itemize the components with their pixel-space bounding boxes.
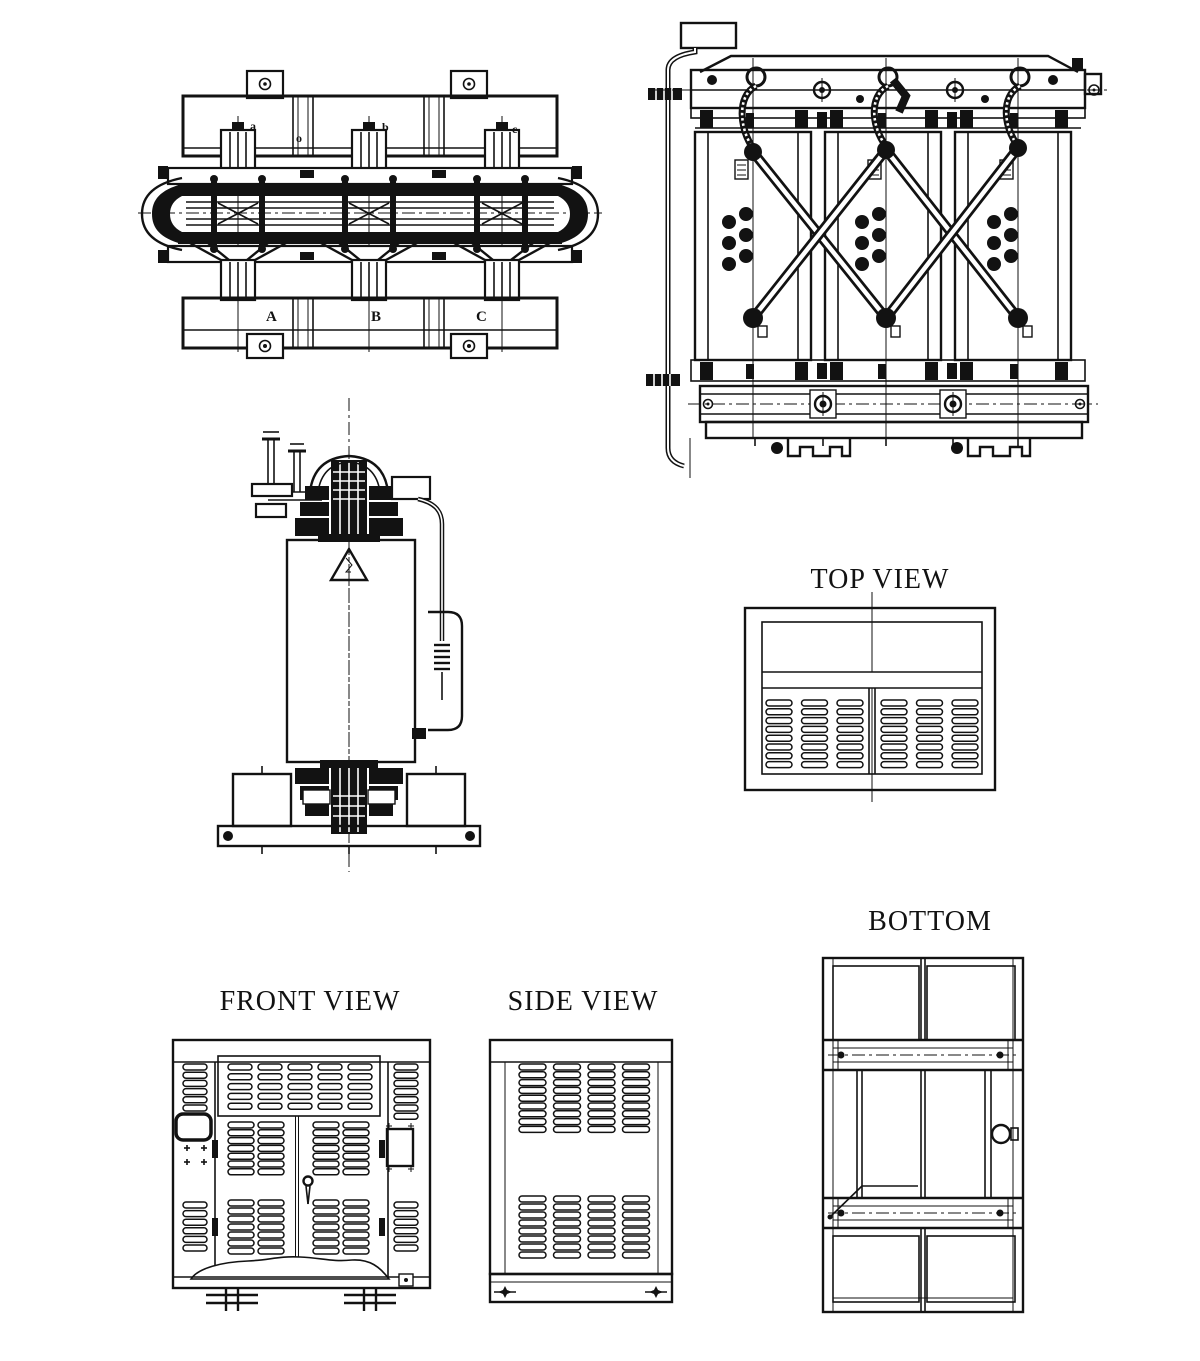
louver-slot	[623, 1204, 650, 1210]
louver-grid-right-stile-upper	[394, 1064, 418, 1119]
louver-slot	[623, 1228, 650, 1234]
louver-slot	[554, 1244, 581, 1250]
louver-slot	[343, 1232, 369, 1238]
louver-slot	[258, 1103, 282, 1109]
louver-slot	[258, 1208, 284, 1214]
louver-slot	[917, 709, 943, 715]
louver-slot	[881, 735, 907, 741]
louver-slot	[313, 1130, 339, 1136]
louver-slot	[519, 1126, 546, 1132]
plan-hv-bushings	[221, 122, 519, 170]
louver-slot	[519, 1087, 546, 1093]
louver-slot	[258, 1093, 282, 1099]
bottom-crossrail-lower	[823, 1198, 1023, 1228]
louver-grid-left-door-lower	[228, 1200, 284, 1254]
louver-slot	[917, 744, 943, 750]
louver-slot	[228, 1216, 254, 1222]
lv-bushing-stack	[295, 760, 403, 834]
transformer-front-elevation	[646, 23, 1108, 478]
louver-slot	[183, 1236, 207, 1242]
louver-slot	[802, 744, 828, 750]
louver-slot	[623, 1072, 650, 1078]
louver-slot	[623, 1212, 650, 1218]
louver-slot	[258, 1138, 284, 1144]
indicator-marks	[184, 1145, 207, 1165]
louver-slot	[183, 1097, 207, 1103]
louver-slot	[952, 726, 978, 732]
base-bolt-left	[494, 1286, 516, 1298]
louver-slot	[588, 1220, 615, 1226]
louver-slot	[258, 1074, 282, 1080]
louver-slot	[394, 1080, 418, 1086]
key-lock-icon	[304, 1177, 313, 1205]
louver-slot	[766, 744, 792, 750]
louver-slot	[837, 726, 863, 732]
louver-slot	[519, 1119, 546, 1125]
louver-slot	[623, 1252, 650, 1258]
louver-slot	[313, 1122, 339, 1128]
louver-slot	[343, 1138, 369, 1144]
door-handle-icon	[992, 1125, 1018, 1143]
louver-slot	[881, 700, 907, 706]
louver-slot	[519, 1220, 546, 1226]
louver-slot	[588, 1236, 615, 1242]
louver-slot	[554, 1111, 581, 1117]
louver-slot	[258, 1084, 282, 1090]
louver-slot	[588, 1228, 615, 1234]
louver-slot	[588, 1212, 615, 1218]
louver-slot	[258, 1232, 284, 1238]
transformer-side-elevation	[218, 398, 480, 872]
louver-slot	[228, 1224, 254, 1230]
louver-slot	[917, 735, 943, 741]
louver-slot	[588, 1080, 615, 1086]
louver-slot	[554, 1072, 581, 1078]
control-display	[176, 1114, 211, 1140]
base-bolt-right	[645, 1286, 667, 1298]
louver-slot	[588, 1119, 615, 1125]
louver-slot	[348, 1084, 372, 1090]
louver-slot	[258, 1122, 284, 1128]
louver-slot	[288, 1103, 312, 1109]
louver-slot	[394, 1236, 418, 1242]
louver-slot	[623, 1064, 650, 1070]
plan-lv-bushings	[221, 260, 519, 300]
louver-slot	[917, 718, 943, 724]
louver-slot	[228, 1064, 252, 1070]
louver-slot	[313, 1153, 339, 1159]
louver-slot	[394, 1202, 418, 1208]
louver-slot	[554, 1080, 581, 1086]
louver-slot	[288, 1093, 312, 1099]
louver-slot	[588, 1204, 615, 1210]
louver-slot	[228, 1122, 254, 1128]
louver-slot	[258, 1130, 284, 1136]
louver-slot	[343, 1122, 369, 1128]
louver-slot	[394, 1089, 418, 1095]
louver-slot	[519, 1080, 546, 1086]
lv-terminal-label-C: C	[476, 309, 487, 325]
louver-slot	[394, 1097, 418, 1103]
bottom-crossrail-upper	[823, 1040, 1023, 1070]
louver-slot	[554, 1196, 581, 1202]
louver-slot	[554, 1212, 581, 1218]
louver-slot	[554, 1095, 581, 1101]
louver-slot	[881, 762, 907, 768]
enclosure-top-view	[745, 564, 995, 802]
louver-slot	[318, 1084, 342, 1090]
louver-slot	[228, 1232, 254, 1238]
louver-grid-right-door-lower	[313, 1200, 369, 1254]
louver-slot	[228, 1208, 254, 1214]
louver-slot	[766, 762, 792, 768]
louver-slot	[258, 1145, 284, 1151]
cable-entry-cover	[191, 1257, 389, 1279]
louver-slot	[802, 718, 828, 724]
louver-slot	[313, 1208, 339, 1214]
louver-slot	[554, 1119, 581, 1125]
louver-slot	[588, 1095, 615, 1101]
louver-slot	[183, 1228, 207, 1234]
enclosure-side-view	[490, 986, 672, 1302]
louver-slot	[554, 1103, 581, 1109]
louver-slot	[318, 1103, 342, 1109]
louver-slot	[183, 1245, 207, 1251]
louver-slot	[519, 1212, 546, 1218]
louver-slot	[802, 762, 828, 768]
louver-slot	[802, 726, 828, 732]
front-view-label: FRONT VIEW	[219, 986, 401, 1017]
louver-slot	[343, 1248, 369, 1254]
louver-slot	[519, 1072, 546, 1078]
louver-slot	[394, 1219, 418, 1225]
louver-slot	[802, 735, 828, 741]
louver-slot	[554, 1236, 581, 1242]
enclosure-bottom-view	[823, 906, 1023, 1312]
louver-slot	[952, 709, 978, 715]
louver-slot	[917, 762, 943, 768]
louver-slot	[623, 1126, 650, 1132]
louver-slot	[519, 1196, 546, 1202]
louver-grid-transom	[228, 1064, 372, 1109]
top-view-label: TOP VIEW	[810, 564, 950, 595]
louver-slot	[258, 1216, 284, 1222]
hinge	[212, 1218, 218, 1236]
louver-slot	[554, 1252, 581, 1258]
louver-slot	[623, 1095, 650, 1101]
louver-slot	[519, 1236, 546, 1242]
louver-slot	[554, 1064, 581, 1070]
louver-slot	[394, 1228, 418, 1234]
louver-slot	[588, 1244, 615, 1250]
louver-slot	[917, 700, 943, 706]
louver-slot	[288, 1064, 312, 1070]
louver-slot	[623, 1111, 650, 1117]
louver-slot	[837, 709, 863, 715]
louver-slot	[952, 700, 978, 706]
louver-slot	[952, 744, 978, 750]
louver-slot	[313, 1248, 339, 1254]
louver-slot	[554, 1204, 581, 1210]
hv-terminal-label-b: b	[382, 120, 389, 134]
louver-slot	[183, 1202, 207, 1208]
louver-slot	[952, 753, 978, 759]
louver-slot	[394, 1072, 418, 1078]
louver-slot	[313, 1161, 339, 1167]
louver-slot	[519, 1244, 546, 1250]
louver-slot	[588, 1072, 615, 1078]
louver-slot	[519, 1204, 546, 1210]
louver-slot	[554, 1087, 581, 1093]
louver-slot	[348, 1103, 372, 1109]
louver-slot	[554, 1220, 581, 1226]
side-view-label: SIDE VIEW	[507, 986, 659, 1017]
louver-slot	[881, 709, 907, 715]
louver-slot	[228, 1248, 254, 1254]
louver-slot	[623, 1196, 650, 1202]
louver-slot	[394, 1105, 418, 1111]
louver-slot	[348, 1093, 372, 1099]
louver-slot	[258, 1153, 284, 1159]
louver-slot	[588, 1126, 615, 1132]
louver-grid-left-door-upper	[228, 1122, 284, 1175]
louver-slot	[802, 753, 828, 759]
louver-slot	[183, 1072, 207, 1078]
conduit-fittings	[646, 88, 682, 386]
louver-slot	[837, 718, 863, 724]
transformer-base	[688, 386, 1098, 478]
louver-slot	[288, 1074, 312, 1080]
louver-slot	[588, 1196, 615, 1202]
louver-slot	[623, 1119, 650, 1125]
louver-slot	[623, 1080, 650, 1086]
louver-slot	[519, 1111, 546, 1117]
louver-slot	[318, 1074, 342, 1080]
louver-slot	[228, 1074, 252, 1080]
louver-slot	[228, 1200, 254, 1206]
louver-slot	[183, 1211, 207, 1217]
louver-slot	[228, 1161, 254, 1167]
louver-slot	[228, 1130, 254, 1136]
louver-slot	[258, 1224, 284, 1230]
louver-slot	[519, 1252, 546, 1258]
louver-slot	[258, 1248, 284, 1254]
louver-slot	[623, 1236, 650, 1242]
louver-slot	[519, 1228, 546, 1234]
terminal-plate	[386, 1123, 414, 1172]
louver-slot	[766, 735, 792, 741]
louver-slot	[228, 1138, 254, 1144]
side-cable-duct	[412, 499, 462, 739]
louver-slot	[313, 1240, 339, 1246]
louver-slot	[394, 1064, 418, 1070]
bottom-label: BOTTOM	[868, 906, 992, 937]
louver-slot	[343, 1216, 369, 1222]
louver-slot	[343, 1161, 369, 1167]
louver-grid-top-left	[766, 700, 863, 768]
neutral-terminal-label: o	[296, 131, 302, 145]
louver-slot	[623, 1103, 650, 1109]
louver-slot	[588, 1252, 615, 1258]
louver-slot	[766, 718, 792, 724]
louver-slot	[952, 762, 978, 768]
transformer-plan-view	[138, 71, 602, 358]
louver-slot	[183, 1105, 207, 1111]
louver-slot	[288, 1084, 312, 1090]
louver-slot	[837, 762, 863, 768]
louver-slot	[802, 709, 828, 715]
louver-slot	[228, 1093, 252, 1099]
louver-slot	[343, 1200, 369, 1206]
louver-slot	[343, 1169, 369, 1175]
enclosure-front-view	[173, 986, 430, 1311]
louver-grid-top-right	[881, 700, 978, 768]
louver-slot	[519, 1064, 546, 1070]
louver-slot	[588, 1064, 615, 1070]
louver-slot	[394, 1113, 418, 1119]
louver-slot	[343, 1208, 369, 1214]
hv-bushing-stack	[295, 456, 430, 542]
louver-slot	[258, 1161, 284, 1167]
hv-terminal-label-c: c	[512, 122, 518, 136]
louver-grid-side-lower	[519, 1196, 650, 1258]
louver-slot	[313, 1138, 339, 1144]
louver-slot	[519, 1103, 546, 1109]
plan-coil-capsule	[142, 175, 598, 253]
louver-slot	[519, 1095, 546, 1101]
lv-terminal-label-B: B	[371, 309, 382, 325]
louver-slot	[554, 1228, 581, 1234]
louver-slot	[313, 1200, 339, 1206]
louver-slot	[766, 700, 792, 706]
hinge	[212, 1140, 218, 1158]
louver-slot	[183, 1219, 207, 1225]
louver-slot	[881, 753, 907, 759]
louver-slot	[837, 753, 863, 759]
louver-slot	[258, 1200, 284, 1206]
louver-slot	[313, 1169, 339, 1175]
louver-slot	[313, 1224, 339, 1230]
louver-slot	[228, 1153, 254, 1159]
front-feet	[206, 1288, 396, 1311]
louver-slot	[623, 1087, 650, 1093]
hv-terminal-label-a: a	[250, 119, 256, 133]
louver-grid-left-stile-lower	[183, 1202, 207, 1251]
louver-slot	[588, 1087, 615, 1093]
louver-slot	[343, 1224, 369, 1230]
louver-slot	[623, 1244, 650, 1250]
louver-slot	[952, 735, 978, 741]
louver-slot	[183, 1064, 207, 1070]
bottom-spacer-blocks	[691, 360, 1085, 381]
louver-slot	[348, 1064, 372, 1070]
louver-slot	[802, 700, 828, 706]
louver-slot	[766, 726, 792, 732]
louver-slot	[318, 1093, 342, 1099]
louver-slot	[766, 709, 792, 715]
louver-slot	[228, 1103, 252, 1109]
louver-slot	[554, 1126, 581, 1132]
louver-slot	[588, 1103, 615, 1109]
louver-slot	[837, 735, 863, 741]
louver-slot	[881, 718, 907, 724]
louver-slot	[394, 1245, 418, 1251]
louver-slot	[228, 1240, 254, 1246]
louver-slot	[394, 1211, 418, 1217]
louver-slot	[313, 1232, 339, 1238]
louver-grid-right-stile-lower	[394, 1202, 418, 1251]
louver-slot	[837, 744, 863, 750]
louver-slot	[313, 1145, 339, 1151]
louver-slot	[258, 1169, 284, 1175]
louver-slot	[348, 1074, 372, 1080]
louver-slot	[343, 1130, 369, 1136]
louver-slot	[343, 1145, 369, 1151]
louver-slot	[952, 718, 978, 724]
louver-slot	[881, 744, 907, 750]
louver-slot	[623, 1220, 650, 1226]
louver-grid-right-door-upper	[313, 1122, 369, 1175]
louver-grid-side-upper	[519, 1064, 650, 1132]
louver-slot	[588, 1111, 615, 1117]
louver-grid-left-stile-upper	[183, 1064, 207, 1119]
louver-slot	[318, 1064, 342, 1070]
louver-slot	[343, 1153, 369, 1159]
louver-slot	[837, 700, 863, 706]
louver-slot	[258, 1064, 282, 1070]
louver-slot	[228, 1145, 254, 1151]
louver-slot	[228, 1084, 252, 1090]
louver-slot	[917, 753, 943, 759]
louver-slot	[881, 726, 907, 732]
louver-slot	[258, 1240, 284, 1246]
lv-terminal-label-A: A	[266, 309, 277, 325]
louver-slot	[313, 1216, 339, 1222]
louver-slot	[343, 1240, 369, 1246]
louver-slot	[228, 1169, 254, 1175]
hinge	[379, 1140, 385, 1158]
hinge	[379, 1218, 385, 1236]
louver-slot	[183, 1089, 207, 1095]
louver-slot	[183, 1080, 207, 1086]
louver-slot	[917, 726, 943, 732]
louver-slot	[766, 753, 792, 759]
